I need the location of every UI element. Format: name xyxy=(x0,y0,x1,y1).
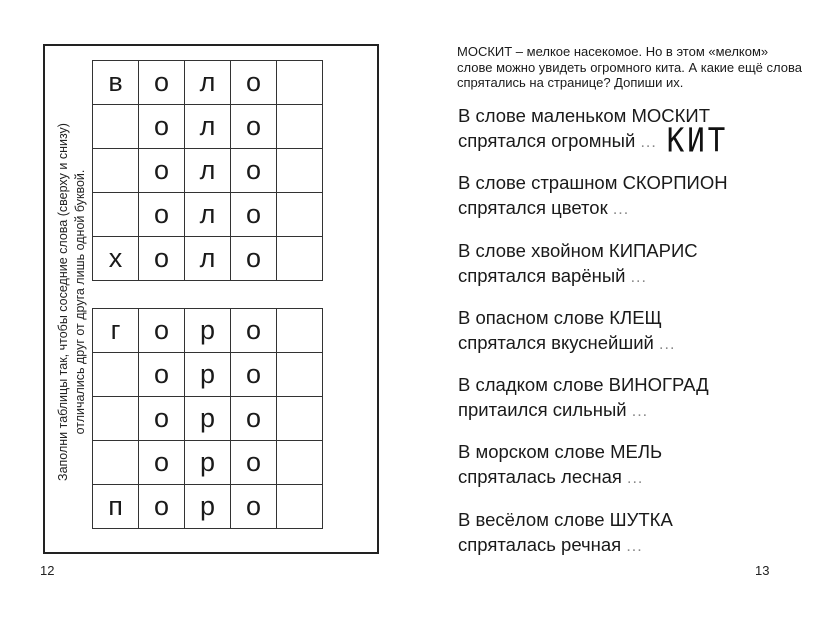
grid-cell-empty[interactable] xyxy=(93,441,139,485)
riddle-item xyxy=(458,238,803,305)
grid-cell-letter: л xyxy=(185,61,231,105)
grid-cell-empty[interactable] xyxy=(277,105,323,149)
grid-cell-letter: о xyxy=(231,61,277,105)
grid-cell-empty[interactable] xyxy=(93,353,139,397)
riddle-line2: спряталась лесная xyxy=(458,466,622,488)
grid-cell-empty[interactable] xyxy=(277,441,323,485)
riddle-line2-container xyxy=(458,464,803,491)
grid-top-row xyxy=(93,237,323,281)
grid-cell-letter: л xyxy=(185,149,231,193)
grid-bottom-row xyxy=(93,441,323,485)
grid-cell-letter: о xyxy=(231,353,277,397)
handwritten-answer[interactable]: КИТ xyxy=(666,120,729,160)
grid-cell-letter: р xyxy=(185,397,231,441)
grid-cell-letter: о xyxy=(231,149,277,193)
grid-bottom-row xyxy=(93,309,323,353)
grid-cell-empty[interactable] xyxy=(93,149,139,193)
grid-cell-empty[interactable] xyxy=(277,397,323,441)
riddle-line2: спрятался варёный xyxy=(458,264,626,286)
grid-cell-letter: л xyxy=(185,105,231,149)
grid-cell-letter: о xyxy=(139,397,185,441)
grid-cell-letter: в xyxy=(93,61,139,105)
grid-top-row xyxy=(93,61,323,105)
grid-cell-letter: р xyxy=(185,353,231,397)
page-number-left: 12 xyxy=(40,563,55,578)
riddle-line1: В слове маленьком МОСКИТ xyxy=(458,105,710,126)
grid-cell-letter: о xyxy=(231,309,277,353)
grid-cell-letter: л xyxy=(185,237,231,281)
grid-cell-letter: л xyxy=(185,193,231,237)
grid-cell-empty[interactable] xyxy=(277,353,323,397)
answer-placeholder-dots: ... xyxy=(640,134,657,151)
grid-cell-empty[interactable] xyxy=(277,237,323,281)
grid-cell-letter: о xyxy=(231,193,277,237)
intro-text: МОСКИТ – мелкое насекомое. Но в этом «мелком» слове можно увидеть огромного кита. А какие ещё слова спрятались на странице? Допиши их. xyxy=(457,44,802,90)
grid-cell-empty[interactable] xyxy=(277,309,323,353)
grid-cell-letter: о xyxy=(139,61,185,105)
riddle-item xyxy=(458,103,803,170)
grid-cell-letter: о xyxy=(139,105,185,149)
riddle-line2-container xyxy=(458,330,803,357)
riddle-item xyxy=(458,305,803,372)
grid-cell-letter: о xyxy=(231,441,277,485)
grid-cell-letter: о xyxy=(231,397,277,441)
grid-cell-letter: о xyxy=(139,441,185,485)
instruction-block xyxy=(52,104,92,500)
answer-placeholder-dots: ... xyxy=(659,335,676,353)
riddle-line2-container xyxy=(458,195,803,222)
instruction-text: Заполни таблицы так, чтобы соседние слова (сверху и снизу) отличались друг от друга лишь одной буквой. xyxy=(56,123,87,481)
grid-cell-empty[interactable] xyxy=(277,61,323,105)
answer-placeholder-dots: ... xyxy=(631,403,649,421)
answer-placeholder-dots: ... xyxy=(630,268,647,286)
page-number-right: 13 xyxy=(755,563,770,578)
grid-cell-empty[interactable] xyxy=(93,397,139,441)
riddle-line2-container xyxy=(458,120,803,160)
grid-top-row xyxy=(93,149,323,193)
grid-cell-letter: р xyxy=(185,485,231,529)
grid-cell-letter: о xyxy=(139,353,185,397)
grid-bottom-row xyxy=(93,353,323,397)
riddle-line1: В слове хвойном КИПАРИС xyxy=(458,239,698,261)
grid-cell-letter: о xyxy=(139,149,185,193)
grid-cell-empty[interactable] xyxy=(93,193,139,237)
grid-top-row xyxy=(93,193,323,237)
answer-placeholder-dots: ... xyxy=(626,537,643,555)
riddle-line1: В слове страшном СКОРПИОН xyxy=(458,172,728,194)
riddle-item xyxy=(458,439,803,506)
riddle-list xyxy=(458,103,803,574)
riddle-item xyxy=(458,507,803,574)
riddle-line2: притаился сильный xyxy=(458,399,627,421)
grid-cell-letter: о xyxy=(139,485,185,529)
grid-cell-letter: о xyxy=(139,193,185,237)
riddle-line2: спрятался цветок xyxy=(458,197,608,219)
word-ladder-grid-bottom xyxy=(92,308,323,529)
grid-cell-letter: о xyxy=(231,237,277,281)
grid-cell-letter: р xyxy=(185,441,231,485)
grid-top-row xyxy=(93,105,323,149)
riddle-line1: В морском слове МЕЛЬ xyxy=(458,441,663,463)
grid-cell-letter: о xyxy=(231,105,277,149)
answer-placeholder-dots: ... xyxy=(627,470,644,488)
grid-cell-empty[interactable] xyxy=(277,149,323,193)
grid-cell-empty[interactable] xyxy=(93,105,139,149)
grid-cell-letter: р xyxy=(185,309,231,353)
grid-cell-empty[interactable] xyxy=(277,485,323,529)
riddle-line2-container xyxy=(458,397,803,424)
riddle-line1: В опасном слове КЛЕЩ xyxy=(458,306,662,328)
grid-cell-empty[interactable] xyxy=(277,193,323,237)
grid-bottom-row xyxy=(93,397,323,441)
grid-bottom-row xyxy=(93,485,323,529)
grid-cell-letter: п xyxy=(93,485,139,529)
riddle-item xyxy=(458,170,803,237)
grid-cell-letter: о xyxy=(139,237,185,281)
grid-cell-letter: х xyxy=(93,237,139,281)
riddle-line2-container xyxy=(458,263,803,290)
riddle-line1: В весёлом слове ШУТКА xyxy=(458,508,673,530)
riddle-line2: спрятался огромный xyxy=(458,130,636,151)
grid-cell-letter: г xyxy=(93,309,139,353)
riddle-line2: спряталась речная xyxy=(458,533,622,555)
answer-placeholder-dots: ... xyxy=(612,201,630,219)
grid-cell-letter: о xyxy=(139,309,185,353)
word-ladder-grid-top xyxy=(92,60,323,281)
grid-cell-letter: о xyxy=(231,485,277,529)
riddle-line2: спрятался вкуснейший xyxy=(458,331,654,353)
riddle-line2-container xyxy=(458,532,803,559)
riddle-line1: В сладком слове ВИНОГРАД xyxy=(458,374,709,396)
riddle-item xyxy=(458,372,803,439)
